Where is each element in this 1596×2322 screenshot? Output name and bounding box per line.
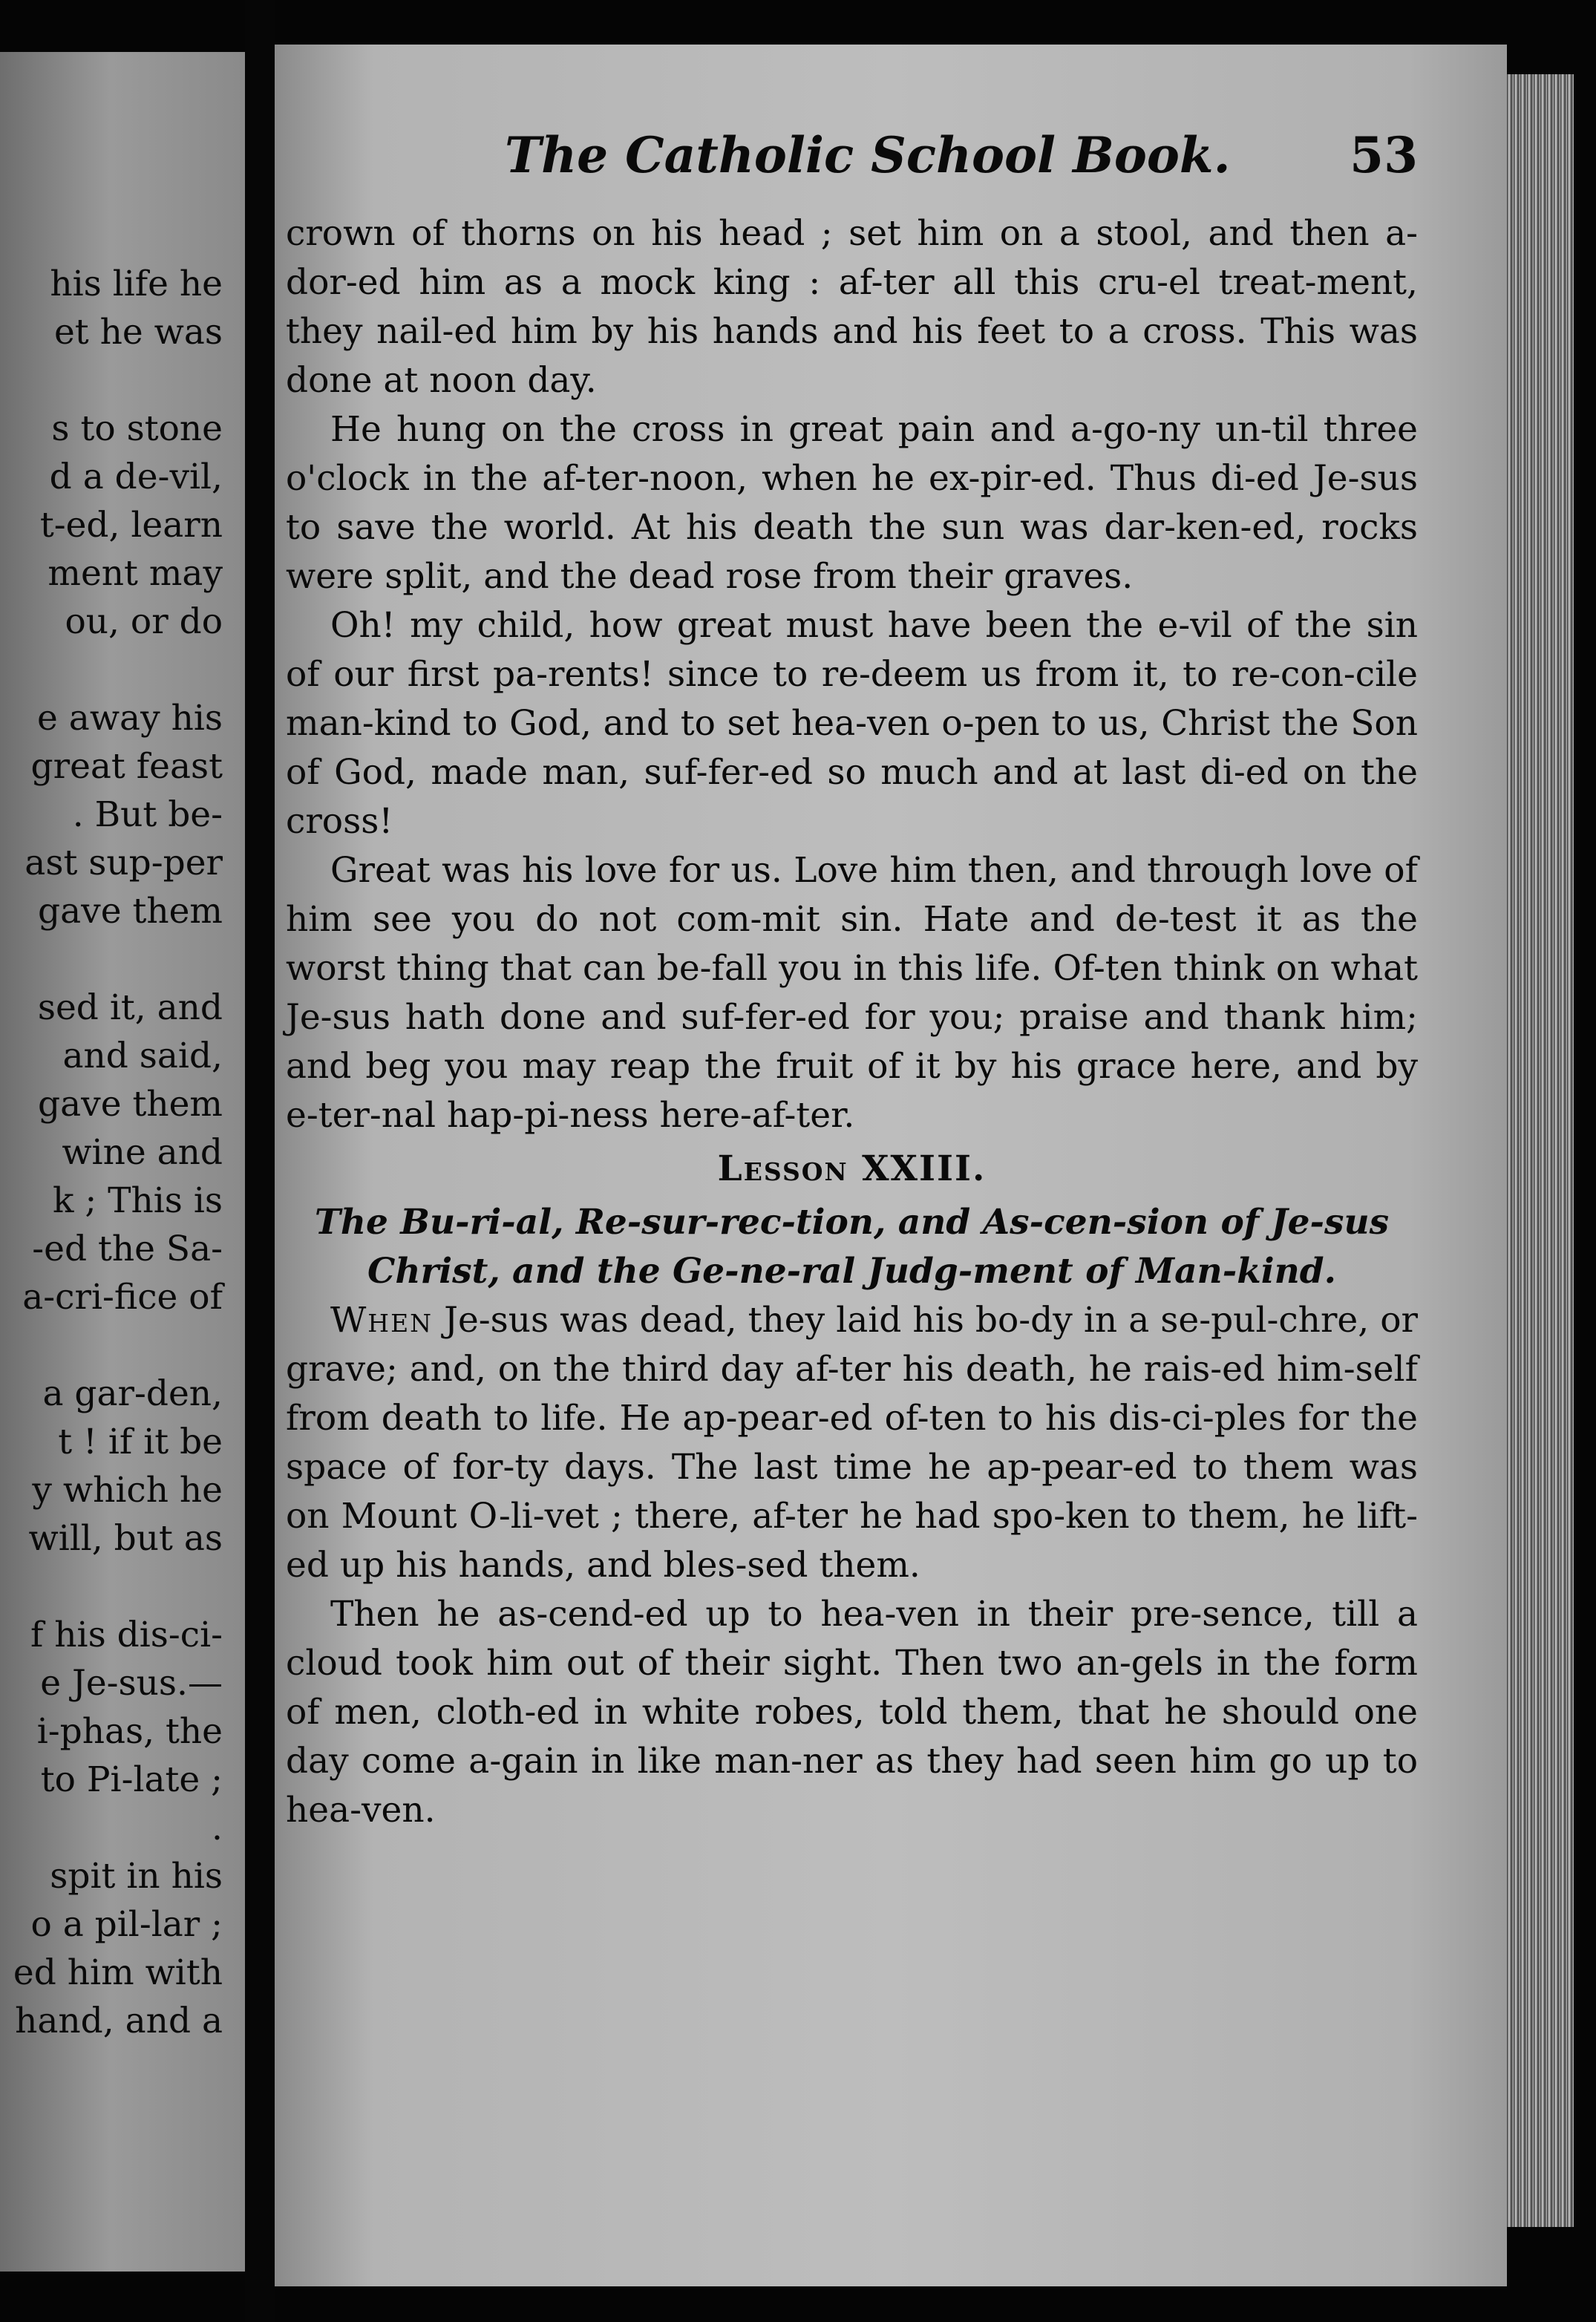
left-page-line: to Pi-late ; (40, 1759, 223, 1800)
left-page-line: ou, or do (65, 601, 223, 642)
running-header (505, 126, 1418, 193)
left-page-line: k ; This is (52, 1180, 223, 1221)
left-page-line: his life he (50, 264, 223, 304)
left-page-line: and said, (62, 1036, 223, 1076)
left-page-line: i-phas, the (36, 1711, 223, 1752)
left-page-line: . But be- (72, 794, 223, 835)
left-page-line: d a de-vil, (49, 457, 223, 497)
left-page-line: et he was (53, 312, 223, 353)
left-page-line: e Je-sus.— (40, 1663, 223, 1704)
paragraph-continued: crown of thorns on his head ; set him on a stool, and then a-dor-ed him as a mock king : af-ter all this cru-el treat-ment, they nail-ed him by his hands and his feet to a cross. This was done at noon day. (286, 213, 1418, 401)
left-page-line: . (212, 1808, 223, 1848)
left-page-line (0, 646, 223, 694)
paragraph-lead-word: When (330, 1300, 434, 1341)
left-page-line: great feast (30, 746, 223, 787)
left-page-line: a-cri-fice of (22, 1277, 223, 1318)
left-page-line: ed him with (13, 1952, 223, 1993)
left-page-line: ment may (48, 553, 223, 594)
paragraph: Then he as-cend-ed up to hea-ven in their pre-sence, till a cloud took him out of their sight. Then two an-gels in the form of men, cloth-ed in white robes, told them, that he should one day come a-gain in like man-ner as they had seen him go up to hea-ven. (286, 1594, 1418, 1831)
left-page-line: will, but as (28, 1518, 223, 1559)
book-gutter (245, 0, 275, 2322)
left-page-line (0, 1563, 223, 1611)
paragraph (286, 1296, 1418, 1590)
left-page-line: s to stone (51, 408, 223, 449)
paragraph: He hung on the cross in great pain and a-go-ny un-til three o'clock in the af-ter-noon, when he ex-pir-ed. Thus di-ed Je-sus to save the world. At his death the sun was dar-ken-ed, rocks were split, and the dead rose from their graves. (286, 409, 1418, 597)
left-page-line: y which he (32, 1470, 223, 1511)
left-page-line: gave them (38, 891, 223, 932)
left-page-line (0, 1321, 223, 1370)
left-page-line: e away his (37, 698, 223, 739)
paragraph-text: Je-sus was dead, they laid his bo-dy in a se-pul-chre, or grave; and, on the third day af-ter his death, he rais-ed him-self from death to life. He ap-pear-ed of-ten to his dis-ci-ples for the space of for-ty days. The last time he ap-pear-ed to them was on Mount O-li-vet ; there, af-ter he had spo-ken to them, he lift-ed up his hands, and bles-sed them. (286, 1300, 1418, 1586)
left-page-line: f his dis-ci- (30, 1615, 223, 1655)
paragraph: Great was his love for us. Love him then, and through love of him see you do not com-mit sin. Hate and de-test it as the worst thing that can be-fall you in this life. Of-ten think on what Je-sus hath done and suf-fer-ed for you; praise and thank him; and beg you may reap the fruit of it by his grace here, and by e-ter-nal hap-pi-ness here-af-ter. (286, 850, 1418, 1136)
running-title: The Catholic School Book. (505, 126, 1231, 184)
left-page-line: gave them (38, 1084, 223, 1125)
page-number: 53 (1350, 126, 1418, 184)
left-page-line: ast sup-per (24, 843, 223, 883)
page-edges (1507, 74, 1574, 2227)
left-page-line: t-ed, learn (39, 505, 223, 546)
left-page-line (0, 935, 223, 984)
left-page-line: o a pil-lar ; (30, 1904, 223, 1945)
left-page-line: hand, and a (15, 2001, 223, 2041)
lesson-heading: Lesson XXIII. (717, 1148, 987, 1189)
left-page (0, 52, 245, 2272)
left-page-text (0, 260, 223, 2045)
page-body (286, 209, 1418, 1835)
left-page-line (0, 356, 223, 405)
left-page-line: -ed the Sa- (32, 1229, 223, 1269)
left-page-line: a gar-den, (42, 1373, 223, 1414)
left-page-line: t ! if it be (58, 1422, 223, 1462)
paragraph: Oh! my child, how great must have been the e-vil of the sin of our first pa-rents! since to re-deem us from it, to re-con-cile man-kind to God, and to set hea-ven o-pen to us, Christ the Son of God, made man, suf-fer-ed so much and at last di-ed on the cross! (286, 605, 1418, 842)
left-page-line: spit in his (50, 1856, 223, 1897)
left-page-line: sed it, and (37, 987, 223, 1028)
lesson-title: The Bu-ri-al, Re-sur-rec-tion, and As-cen-sion of Je-sus Christ, and the Ge-ne-ral Judg-ment of Man-kind. (314, 1202, 1390, 1292)
left-page-line: wine and (62, 1132, 223, 1173)
